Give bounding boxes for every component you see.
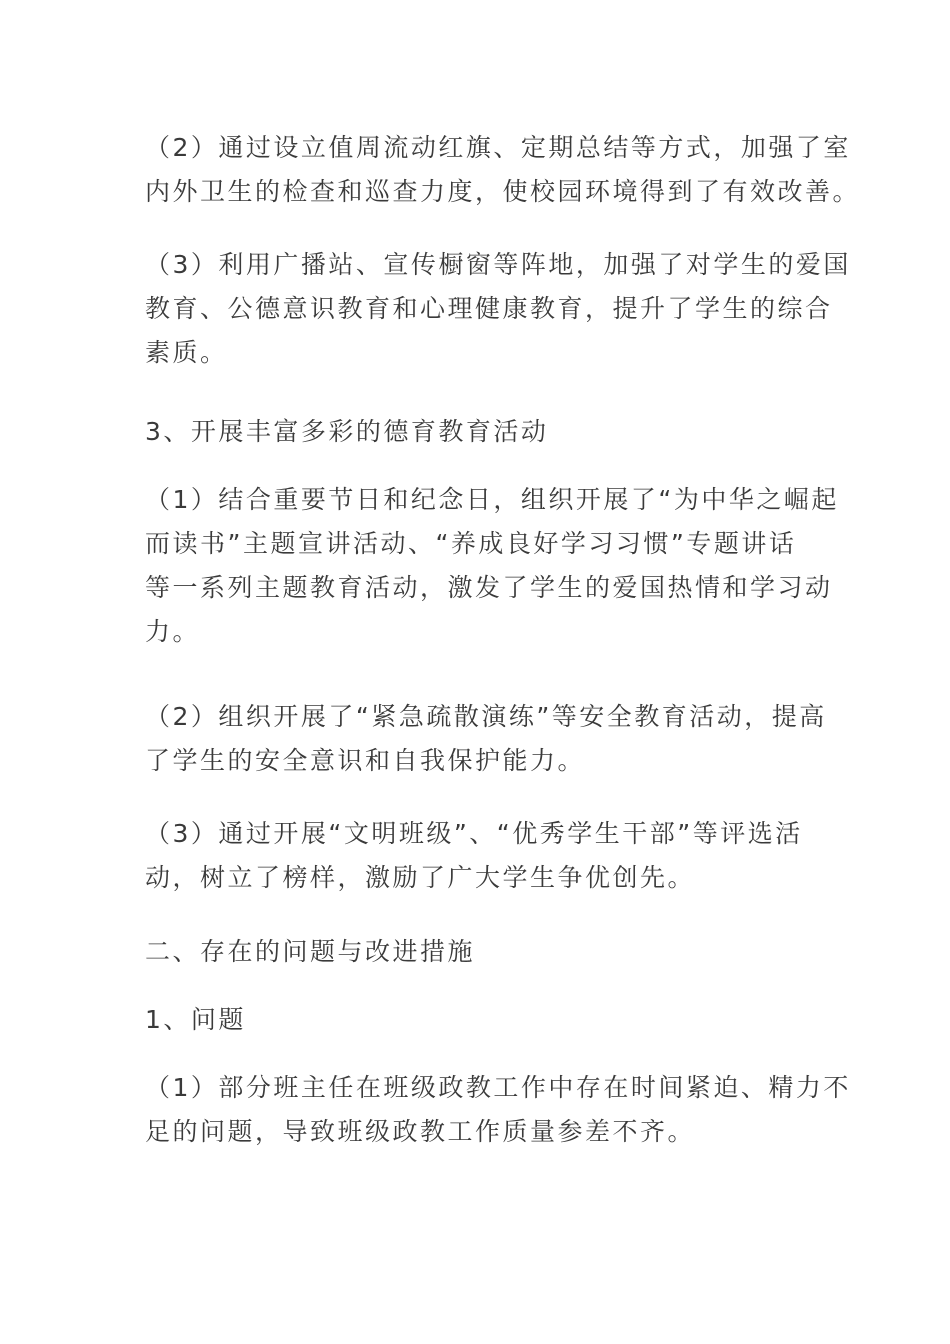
paragraph-hygiene-inspection (145, 126, 861, 214)
paragraph-safety-drill (145, 695, 827, 783)
text-line: 1、问题 (145, 1005, 246, 1034)
text-line: （3）利用广播站、宣传橱窗等阵地，加强了对学生的爱国 (145, 250, 851, 279)
heading-problems (145, 998, 800, 1042)
text-line: （3）通过开展“文明班级”、“优秀学生干部”等评选活 (145, 819, 803, 848)
text-line: 素质。 (145, 338, 228, 367)
heading-moral-activities (145, 410, 800, 454)
paragraph-broadcast-education (145, 243, 851, 375)
paragraph-head-teacher-issue (145, 1066, 851, 1154)
text-line: 等一系列主题教育活动，激发了学生的爱国热情和学习动 (145, 573, 833, 602)
text-line: 动，树立了榜样，激励了广大学生争优创先。 (145, 863, 696, 892)
text-line: （2）组织开展了“紧急疏散演练”等安全教育活动，提高 (145, 702, 827, 731)
text-line: 二、存在的问题与改进措施 (145, 937, 476, 966)
text-line: （2）通过设立值周流动红旗、定期总结等方式，加强了室 (145, 133, 851, 162)
text-line: 而读书”主题宣讲活动、“养成良好学习习惯”专题讲话 (145, 529, 797, 558)
heading-problems-and-measures (145, 930, 800, 974)
text-line: 教育、公德意识教育和心理健康教育，提升了学生的综合 (145, 294, 833, 323)
text-line: 3、开展丰富多彩的德育教育活动 (145, 417, 549, 446)
paragraph-themed-activities (145, 478, 839, 654)
text-line: 了学生的安全意识和自我保护能力。 (145, 746, 586, 775)
text-line: 足的问题，导致班级政教工作质量参差不齐。 (145, 1117, 696, 1146)
text-line: 内外卫生的检查和巡查力度，使校园环境得到了有效改善。 (145, 177, 861, 206)
paragraph-selection-activities (145, 812, 803, 900)
text-line: 力。 (145, 617, 201, 646)
text-line: （1）部分班主任在班级政教工作中存在时间紧迫、精力不 (145, 1073, 851, 1102)
text-line: （1）结合重要节日和纪念日，组织开展了“为中华之崛起 (145, 485, 839, 514)
